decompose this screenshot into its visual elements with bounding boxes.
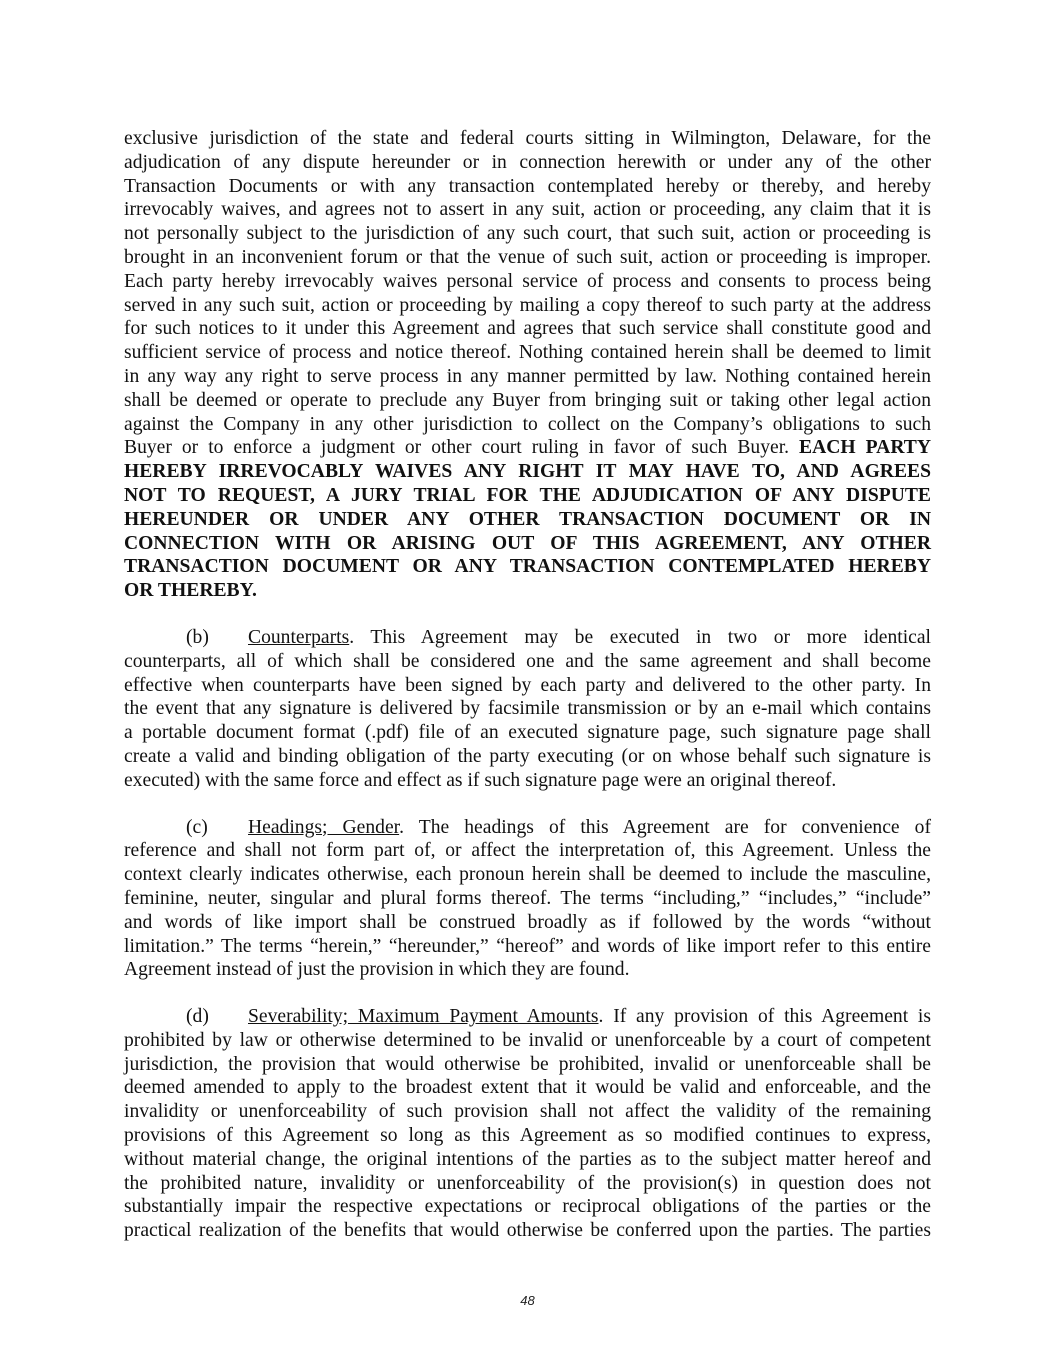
text-line: and words of like import shall be construed broadly as if followed by the words “without xyxy=(124,911,931,933)
text-line: effective when counterparts have been signed by each party and delivered to the other party. In xyxy=(124,674,931,696)
section-label: (d) xyxy=(186,1006,209,1028)
text-line: context clearly indicates otherwise, each pronoun herein shall be deemed to include the masculine, xyxy=(124,864,931,886)
text-line: prohibited by law or otherwise determined to be invalid or unenforceable by a court of competent xyxy=(124,1029,931,1051)
text-line: sufficient service of process and notice thereof. Nothing contained herein shall be deemed to limit xyxy=(124,342,931,364)
section-label: (c) xyxy=(186,816,208,838)
text-line: irrevocably waives, and agrees not to assert in any suit, action or proceeding, any claim that it is xyxy=(124,199,931,221)
section-heading: Severability; Maximum Payment Amounts xyxy=(248,1006,599,1028)
section-heading: Headings; Gender xyxy=(248,816,400,838)
text-line: for such notices to it under this Agreement and agrees that such service shall constitute good and xyxy=(124,318,931,340)
regular-text: Buyer or to enforce a judgment or other court ruling in favor of such Buyer. xyxy=(124,437,800,459)
text-line xyxy=(124,1005,931,1029)
jury-waiver-line: CONNECTION WITH OR ARISING OUT OF THIS AGREEMENT, ANY OTHER xyxy=(124,532,931,554)
jurisdiction-paragraph xyxy=(124,127,931,603)
document-page xyxy=(124,127,931,1243)
jury-waiver-line: HEREBY IRREVOCABLY WAIVES ANY RIGHT IT MAY HAVE TO, AND AGREES xyxy=(124,461,931,483)
text-line: Transaction Documents or with any transaction contemplated hereby or thereby, and hereby xyxy=(124,175,931,197)
text-line: Agreement instead of just the provision in which they are found. xyxy=(124,959,630,981)
text-line: feminine, neuter, singular and plural forms thereof. The terms “including,” “includes,” “include” xyxy=(124,887,931,909)
text-line: the event that any signature is delivered by facsimile transmission or by an e-mail which contains xyxy=(124,698,931,720)
section-counterparts xyxy=(124,626,931,793)
text-line: practical realization of the benefits that would otherwise be conferred upon the parties. The parties xyxy=(124,1220,931,1242)
jury-waiver-line: OR THEREBY. xyxy=(124,580,257,602)
section-heading: Counterparts xyxy=(248,626,350,648)
text-line: substantially impair the respective expectations or reciprocal obligations of the parties or the xyxy=(124,1196,931,1218)
text-line: not personally subject to the jurisdiction of any such court, that such suit, action or proceeding is xyxy=(124,223,931,245)
section-severability xyxy=(124,1005,931,1243)
text-line xyxy=(124,436,931,460)
section-text: . This Agreement may be executed in two or more identical xyxy=(349,626,931,648)
text-line: served in any such suit, action or proceeding by mailing a copy thereof to such party at the address xyxy=(124,294,931,316)
text-line: the prohibited nature, invalidity or unenforceability of the provision(s) in question does not xyxy=(124,1172,931,1194)
text-line: in any way any right to serve process in any manner permitted by law. Nothing contained herein xyxy=(124,365,931,387)
text-line: Each party hereby irrevocably waives personal service of process and consents to process being xyxy=(124,270,931,292)
text-line: executed) with the same force and effect as if such signature page were an original thereof. xyxy=(124,769,837,791)
text-line: invalidity or unenforceability of such provision shall not affect the validity of the remaining xyxy=(124,1101,931,1123)
text-line xyxy=(124,816,931,840)
text-line xyxy=(124,626,931,650)
text-line: counterparts, all of which shall be considered one and the same agreement and shall become xyxy=(124,650,931,672)
text-line: against the Company in any other jurisdiction to collect on the Company’s obligations to such xyxy=(124,413,931,435)
text-line: create a valid and binding obligation of the party executing (or on whose behalf such signature is xyxy=(124,745,931,767)
text-line: limitation.” The terms “herein,” “hereunder,” “hereof” and words of like import refer to this entire xyxy=(124,935,931,957)
section-headings-gender xyxy=(124,816,931,983)
text-line: brought in an inconvenient forum or that the venue of such suit, action or proceeding is improper. xyxy=(124,246,931,268)
text-line: adjudication of any dispute hereunder or in connection herewith or under any of the other xyxy=(124,151,931,173)
jury-waiver-line: HEREUNDER OR UNDER ANY OTHER TRANSACTION DOCUMENT OR IN xyxy=(124,508,931,530)
text-line: provisions of this Agreement so long as this Agreement as so modified continues to express, xyxy=(124,1125,931,1147)
section-text: . If any provision of this Agreement is xyxy=(598,1006,932,1028)
text-line: deemed amended to apply to the broadest extent that it would be valid and enforceable, and the xyxy=(124,1077,931,1099)
jury-waiver-line: NOT TO REQUEST, A JURY TRIAL FOR THE ADJUDICATION OF ANY DISPUTE xyxy=(124,484,931,506)
text-line: a portable document format (.pdf) file of an executed signature page, such signature page shall xyxy=(124,722,931,744)
jury-waiver-text: EACH PARTY xyxy=(799,437,931,459)
text-line: shall be deemed or operate to preclude any Buyer from bringing suit or taking other legal action xyxy=(124,389,931,411)
text-line: jurisdiction, the provision that would otherwise be prohibited, invalid or unenforceable shall be xyxy=(124,1053,931,1075)
text-line: exclusive jurisdiction of the state and federal courts sitting in Wilmington, Delaware, for the xyxy=(124,128,931,149)
jury-waiver-line: TRANSACTION DOCUMENT OR ANY TRANSACTION CONTEMPLATED HEREBY xyxy=(124,556,931,578)
text-line: reference and shall not form part of, or affect the interpretation of, this Agreement. Unless the xyxy=(124,840,931,862)
section-label: (b) xyxy=(186,626,209,648)
section-text: . The headings of this Agreement are for convenience of xyxy=(399,816,931,838)
page-number: 48 xyxy=(520,1293,535,1308)
text-line: without material change, the original intentions of the parties as to the subject matter hereof and xyxy=(124,1148,931,1170)
